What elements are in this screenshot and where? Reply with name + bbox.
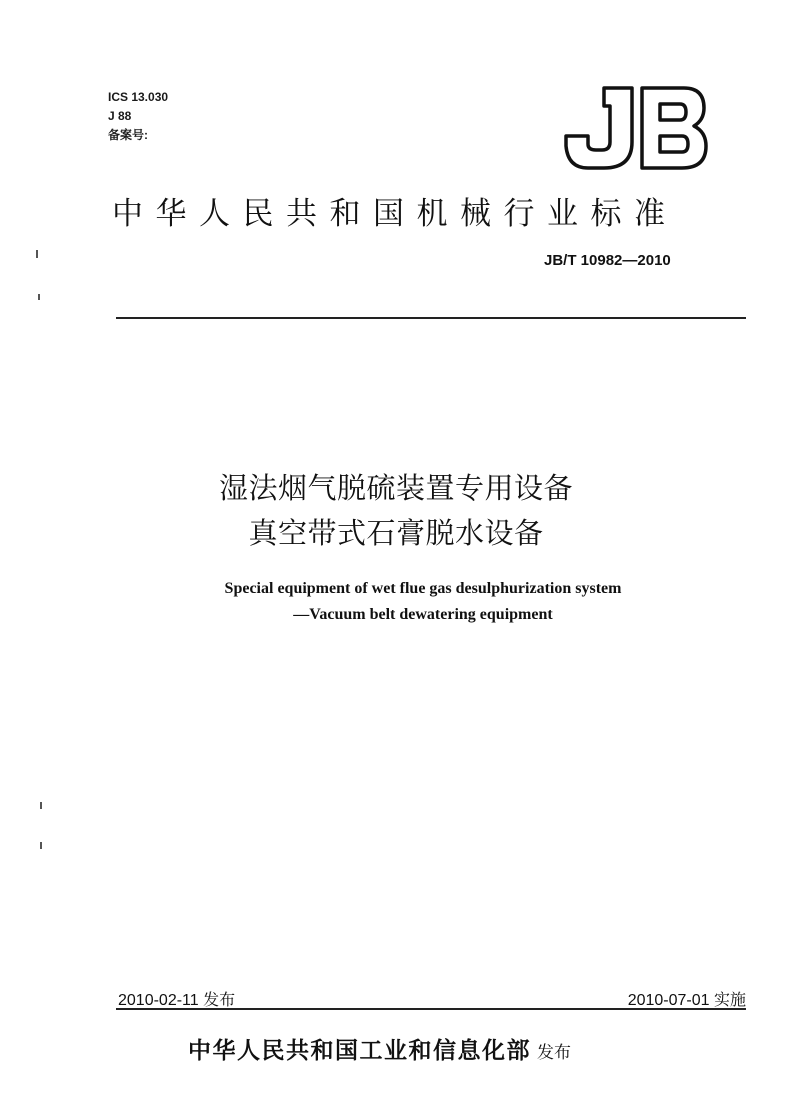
- classification-codes: [108, 88, 168, 145]
- implementation-date: 2010-07-01 实施: [627, 992, 746, 1009]
- ics-code: ICS 13.030: [108, 90, 169, 104]
- jb-logo-graphic: [560, 80, 710, 176]
- standard-number: JB/T 10982—2010: [544, 252, 671, 269]
- publisher: [188, 1032, 571, 1065]
- scan-speck: [40, 842, 42, 849]
- english-title-line-1: Special equipment of wet flue gas desulphurization system: [224, 580, 622, 597]
- chinese-title-line-1: 湿法烟气脱硫装置专用设备: [218, 471, 573, 505]
- scan-speck: [36, 250, 38, 258]
- record-number-label: 备案号:: [108, 128, 148, 142]
- scan-speck: [40, 802, 42, 809]
- scan-speck: [38, 294, 40, 300]
- bottom-divider: [116, 1008, 746, 1010]
- standard-category-title: 中华人民共和国机械行业标准: [112, 196, 678, 232]
- jb-logo: [560, 80, 710, 176]
- top-divider: [116, 317, 746, 319]
- publisher-suffix: 发布: [537, 1043, 571, 1063]
- publisher-organization: 中华人民共和国工业和信息化部: [188, 1038, 531, 1064]
- chinese-title-line-2: 真空带式石膏脱水设备: [248, 516, 544, 550]
- ccs-code: J 88: [108, 109, 132, 123]
- issue-date: 2010-02-11 发布: [118, 992, 236, 1009]
- english-title-line-2: —Vacuum belt dewatering equipment: [293, 606, 553, 623]
